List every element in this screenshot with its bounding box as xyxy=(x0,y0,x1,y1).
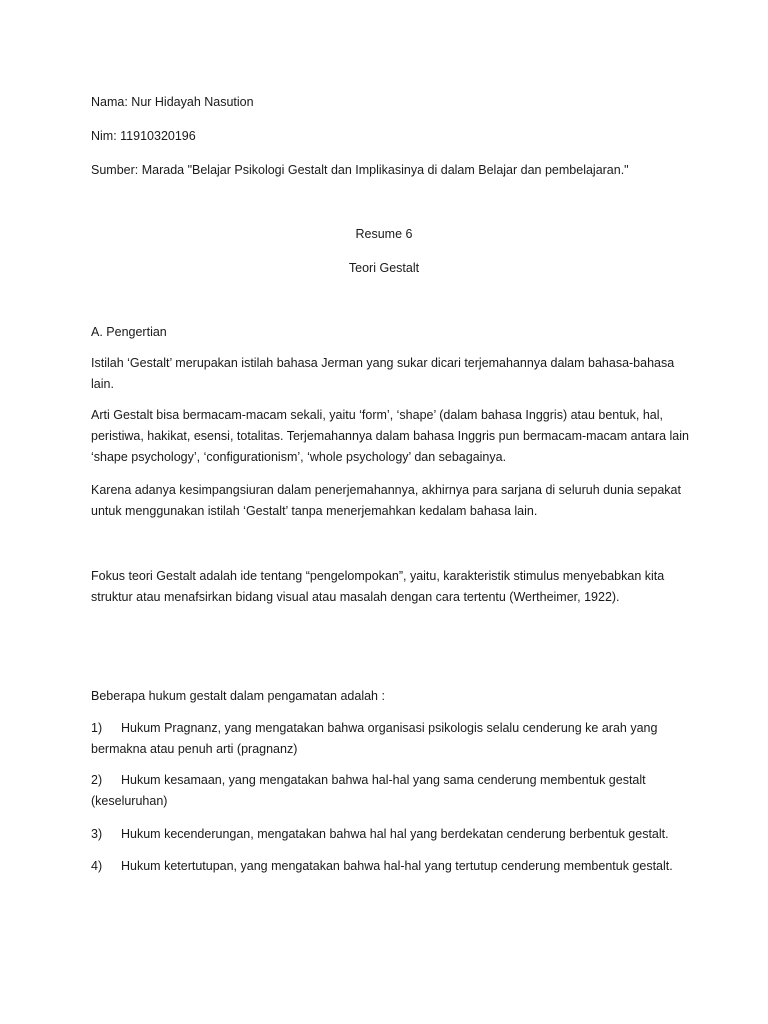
list-number: 1) xyxy=(91,721,103,735)
list-item xyxy=(91,824,691,845)
resume-title: Resume 6 xyxy=(355,227,413,241)
student-nim: Nim: 11910320196 xyxy=(91,129,196,143)
list-item xyxy=(91,718,691,760)
paragraph-2: Arti Gestalt bisa bermacam-macam sekali, yaitu ‘form’, ‘shape’ (dalam bahasa Inggris) atau bentuk, hal, peristiwa, hakikat, esensi, totalitas. Terjemahannya dalam bahasa Inggris pun bermacam-macam antara lain ‘shape psychology’, ‘configurationism’, ‘whole psychology’ dan sebagainya. xyxy=(91,408,689,464)
list-item xyxy=(91,856,691,877)
topic-title: Teori Gestalt xyxy=(348,261,420,275)
list-number: 2) xyxy=(91,773,103,787)
list-number: 3) xyxy=(91,827,103,841)
section-heading: A. Pengertian xyxy=(91,325,167,339)
list-text: Hukum kecenderungan, mengatakan bahwa hal hal yang berdekatan cenderung berbentuk gestalt. xyxy=(121,827,669,841)
paragraph-4: Fokus teori Gestalt adalah ide tentang “pengelompokan”, yaitu, karakteristik stimulus menyebabkan kita struktur atau menafsirkan bidang visual atau masalah dengan cara tertentu (Wertheimer, 1922). xyxy=(91,569,665,604)
paragraph-1: Istilah ‘Gestalt’ merupakan istilah bahasa Jerman yang sukar dicari terjemahannya dalam bahasa-bahasa lain. xyxy=(91,356,675,391)
list-text: Hukum Pragnanz, yang mengatakan bahwa organisasi psikologis selalu cenderung ke arah yang bermakna atau penuh arti (pragnanz) xyxy=(91,721,658,756)
list-number: 4) xyxy=(91,859,103,873)
laws-intro: Beberapa hukum gestalt dalam pengamatan adalah : xyxy=(91,689,385,703)
student-name: Nama: Nur Hidayah Nasution xyxy=(91,95,254,109)
source-citation: Sumber: Marada "Belajar Psikologi Gestalt dan Implikasinya di dalam Belajar dan pembelajaran." xyxy=(91,163,629,177)
paragraph-3: Karena adanya kesimpangsiuran dalam penerjemahannya, akhirnya para sarjana di seluruh dunia sepakat untuk menggunakan istilah ‘Gestalt’ tanpa menerjemahkan kedalam bahasa lain. xyxy=(91,483,681,518)
list-text: Hukum ketertutupan, yang mengatakan bahwa hal-hal yang tertutup cenderung membentuk gestalt. xyxy=(121,859,673,873)
list-item xyxy=(91,770,691,812)
list-text: Hukum kesamaan, yang mengatakan bahwa hal-hal yang sama cenderung membentuk gestalt (keseluruhan) xyxy=(91,773,646,808)
